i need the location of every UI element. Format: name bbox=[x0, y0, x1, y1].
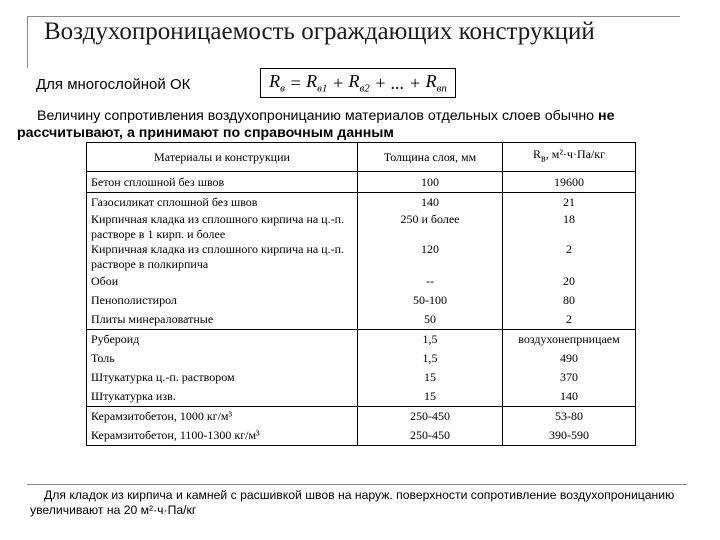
cell-thickness: 1,5 bbox=[358, 349, 503, 368]
cell-material: Обои bbox=[87, 272, 358, 291]
table-row bbox=[87, 368, 636, 387]
cell-material: Штукатурка ц.-п. раствором bbox=[87, 368, 358, 387]
cell-resistance: воздухонепрницаем bbox=[518, 332, 620, 346]
cell-resistance: 18 bbox=[563, 212, 575, 226]
cell-material: Штукатурка изв. bbox=[87, 387, 358, 407]
cell-resistance: 53-80 bbox=[555, 409, 583, 423]
table-row bbox=[87, 387, 636, 407]
air-permeability-table bbox=[86, 142, 636, 446]
cell-thickness: 100 bbox=[358, 172, 503, 193]
cell-resistance: 370 bbox=[560, 370, 578, 384]
cell-resistance: 21 bbox=[563, 195, 575, 209]
table-row bbox=[87, 212, 636, 242]
paragraph-bold-text: не рассчитывают, а принимают по справочным данным bbox=[17, 108, 615, 141]
formula-box bbox=[260, 68, 456, 98]
cell-thickness: 15 bbox=[358, 387, 503, 407]
table-header-row bbox=[87, 143, 636, 172]
cell-thickness: 1,5 bbox=[358, 330, 503, 350]
cell-resistance: 19600 bbox=[503, 172, 636, 193]
decorative-vertical-line bbox=[27, 16, 28, 68]
footer-divider bbox=[27, 484, 687, 485]
footer-note: Для кладок из кирпича и камней с расшивкой швов на наруж. поверхности сопротивление воздухопроницанию увеличивают на 20 м²·ч·Па/кг bbox=[30, 488, 675, 517]
cell-material: Кирпичная кладка из сплошного кирпича на ц.-п. растворе в 1 кирп. и более bbox=[87, 212, 358, 242]
slide-title: Воздухопроницаемость ограждающих конструкций bbox=[44, 18, 595, 45]
cell-material: Кирпичная кладка из сплошного кирпича на ц.-п. растворе в полкирпича bbox=[87, 242, 358, 272]
decorative-horizontal-line bbox=[27, 16, 680, 17]
formula-term-2: $R_{в2}$ bbox=[348, 71, 370, 95]
table-row bbox=[87, 310, 636, 330]
cell-thickness: 50 bbox=[358, 310, 503, 330]
cell-resistance: 2 bbox=[503, 310, 636, 330]
cell-material: Бетон сплошной без швов bbox=[87, 172, 358, 193]
table-row bbox=[87, 242, 636, 272]
cell-thickness: -- bbox=[358, 272, 503, 291]
cell-thickness: 250 и более bbox=[358, 212, 503, 242]
table-row bbox=[87, 330, 636, 350]
formula-ellipsis: + ... + bbox=[374, 72, 422, 93]
cell-material: Рубероид bbox=[87, 330, 358, 350]
table-row bbox=[87, 172, 636, 193]
table-row bbox=[87, 407, 636, 427]
cell-material: Плиты минераловатные bbox=[87, 310, 358, 330]
table-row bbox=[87, 291, 636, 310]
cell-resistance: 140 bbox=[503, 387, 636, 407]
cell-material: Газосиликат сплошной без швов bbox=[87, 193, 358, 213]
formula-lhs: $R_в$ bbox=[269, 71, 285, 95]
table-row bbox=[87, 193, 636, 213]
table-row bbox=[87, 349, 636, 368]
reference-paragraph bbox=[17, 108, 717, 142]
cell-material: Керамзитобетон, 1000 кг/м³ bbox=[87, 407, 358, 427]
cell-material: Толь bbox=[87, 349, 358, 368]
paragraph-normal-text: Величину сопротивления воздухопроницанию материалов отдельных слоев обычно bbox=[37, 108, 599, 124]
header-thickness: Толщина слоя, мм bbox=[358, 143, 503, 172]
header-material: Материалы и конструкции bbox=[87, 143, 358, 172]
cell-thickness: 50-100 bbox=[358, 291, 503, 310]
cell-resistance: 390-590 bbox=[549, 428, 589, 442]
cell-thickness: 250-450 bbox=[358, 407, 503, 427]
header-resistance: $R_в$, м²·ч·Па/кг bbox=[503, 143, 636, 172]
cell-material: Пенополистирол bbox=[87, 291, 358, 310]
cell-thickness: 250-450 bbox=[358, 426, 503, 446]
cell-thickness: 15 bbox=[358, 368, 503, 387]
formula-plus: + bbox=[331, 72, 344, 93]
formula-term-n: $R_{вn}$ bbox=[425, 71, 447, 95]
cell-thickness: 120 bbox=[358, 242, 503, 272]
cell-thickness: 140 bbox=[358, 193, 503, 213]
cell-resistance: 20 bbox=[563, 274, 575, 288]
cell-resistance: 2 bbox=[566, 242, 572, 256]
cell-material: Керамзитобетон, 1100-1300 кг/м³ bbox=[87, 426, 358, 446]
multilayer-label: Для многослойной ОК bbox=[36, 76, 191, 93]
formula-equals: = bbox=[289, 72, 302, 93]
cell-resistance: 80 bbox=[563, 293, 575, 307]
formula-term-1: $R_{в1}$ bbox=[306, 71, 328, 95]
cell-resistance: 490 bbox=[560, 351, 578, 365]
table-row bbox=[87, 272, 636, 291]
table-row bbox=[87, 426, 636, 446]
